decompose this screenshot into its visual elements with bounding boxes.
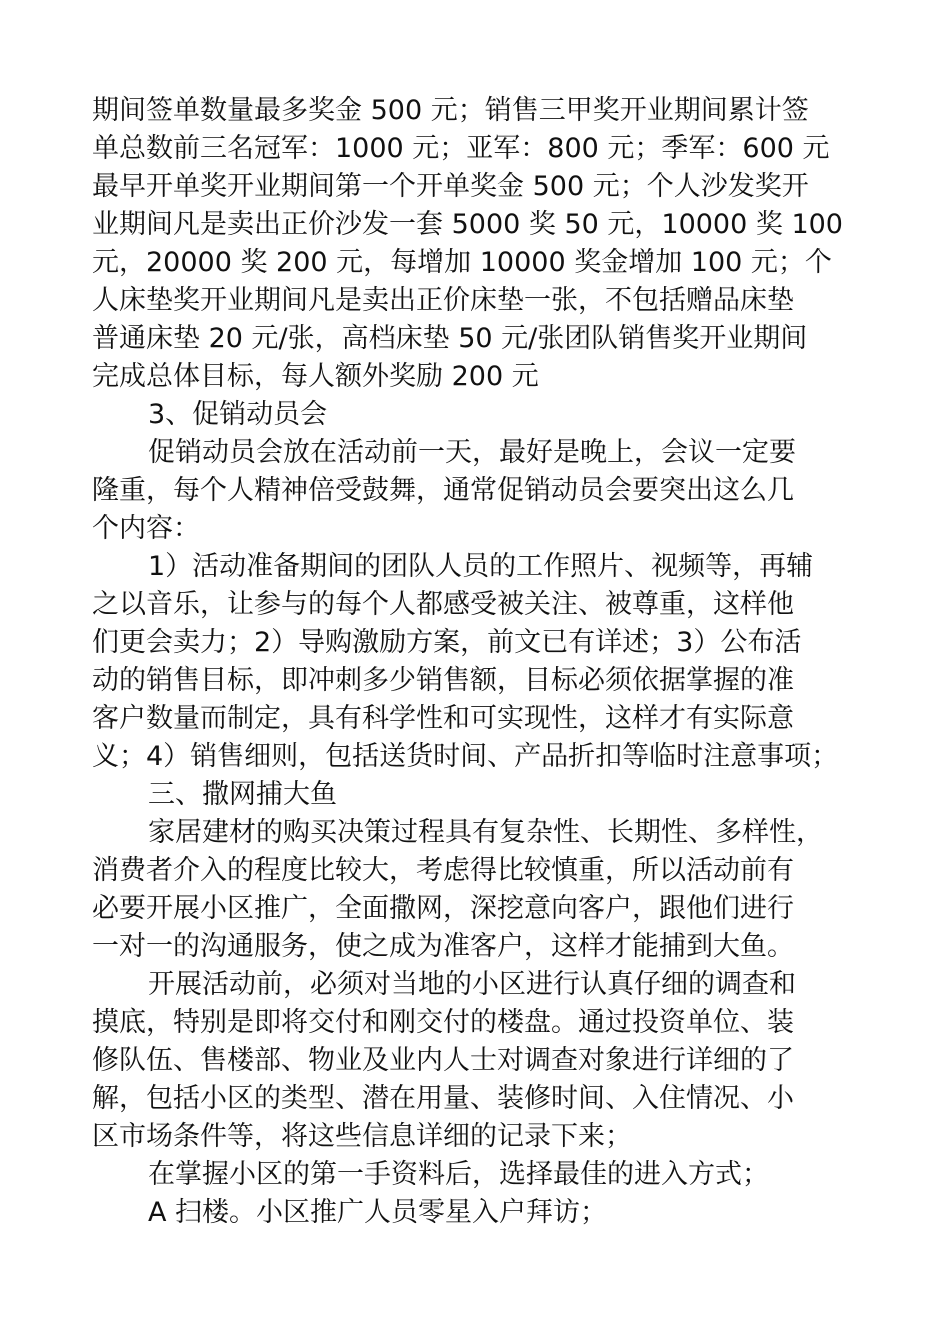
paragraph-first-line: 1）活动准备期间的团队人员的工作照片、视频等，再辅 — [148, 551, 814, 582]
text-line: 人床垫奖开业期间凡是卖出正价床垫一张，不包括赠品床垫 — [92, 285, 794, 316]
text-line: 摸底，特别是即将交付和刚交付的楼盘。通过投资单位、装 — [92, 1007, 794, 1038]
text-line: 修队伍、售楼部、物业及业内人士对调查对象进行详细的了 — [92, 1045, 794, 1076]
text-line: 一对一的沟通服务，使之成为准客户，这样才能捕到大鱼。 — [92, 931, 794, 962]
text-line: 最早开单奖开业期间第一个开单奖金 500 元；个人沙发奖开 — [92, 171, 809, 202]
text-line: 普通床垫 20 元/张，高档床垫 50 元/张团队销售奖开业期间 — [92, 323, 808, 354]
text-line: 客户数量而制定，具有科学性和可实现性，这样才有实际意 — [92, 703, 794, 734]
section-heading: 3、促销动员会 — [148, 399, 328, 430]
text-line: 区市场条件等，将这些信息详细的记录下来； — [92, 1121, 632, 1152]
text-line: 解，包括小区的类型、潜在用量、装修时间、入住情况、小 — [92, 1083, 794, 1114]
text-line: 业期间凡是卖出正价沙发一套 5000 奖 50 元，10000 奖 100 — [92, 209, 843, 240]
paragraph-first-line: 在掌握小区的第一手资料后，选择最佳的进入方式； — [148, 1159, 769, 1190]
text-line: 必要开展小区推广，全面撒网，深挖意向客户，跟他们进行 — [92, 893, 794, 924]
text-line: 们更会卖力；2）导购激励方案，前文已有详述；3）公布活 — [92, 627, 802, 658]
text-line: 义；4）销售细则，包括送货时间、产品折扣等临时注意事项； — [92, 741, 839, 772]
text-line: 消费者介入的程度比较大，考虑得比较慎重，所以活动前有 — [92, 855, 794, 886]
section-heading: 三、撒网捕大鱼 — [148, 779, 337, 810]
text-line: 完成总体目标，每人额外奖励 200 元 — [92, 361, 539, 392]
text-line: 期间签单数量最多奖金 500 元；销售三甲奖开业期间累计签 — [92, 95, 809, 126]
paragraph-first-line: A 扫楼。小区推广人员零星入户拜访； — [148, 1197, 608, 1228]
text-line: 动的销售目标，即冲刺多少销售额，目标必须依据掌握的准 — [92, 665, 794, 696]
text-line: 单总数前三名冠军：1000 元；亚军：800 元；季军：600 元 — [92, 133, 830, 164]
text-line: 个内容： — [92, 513, 200, 544]
text-line: 隆重，每个人精神倍受鼓舞，通常促销动员会要突出这么几 — [92, 475, 794, 506]
paragraph-first-line: 促销动员会放在活动前一天，最好是晚上，会议一定要 — [148, 437, 796, 468]
paragraph-first-line: 开展活动前，必须对当地的小区进行认真仔细的调查和 — [148, 969, 796, 1000]
text-line: 之以音乐，让参与的每个人都感受被关注、被尊重，这样他 — [92, 589, 794, 620]
text-line: 元，20000 奖 200 元，每增加 10000 奖金增加 100 元；个 — [92, 247, 832, 278]
paragraph-first-line: 家居建材的购买决策过程具有复杂性、长期性、多样性， — [148, 817, 823, 848]
